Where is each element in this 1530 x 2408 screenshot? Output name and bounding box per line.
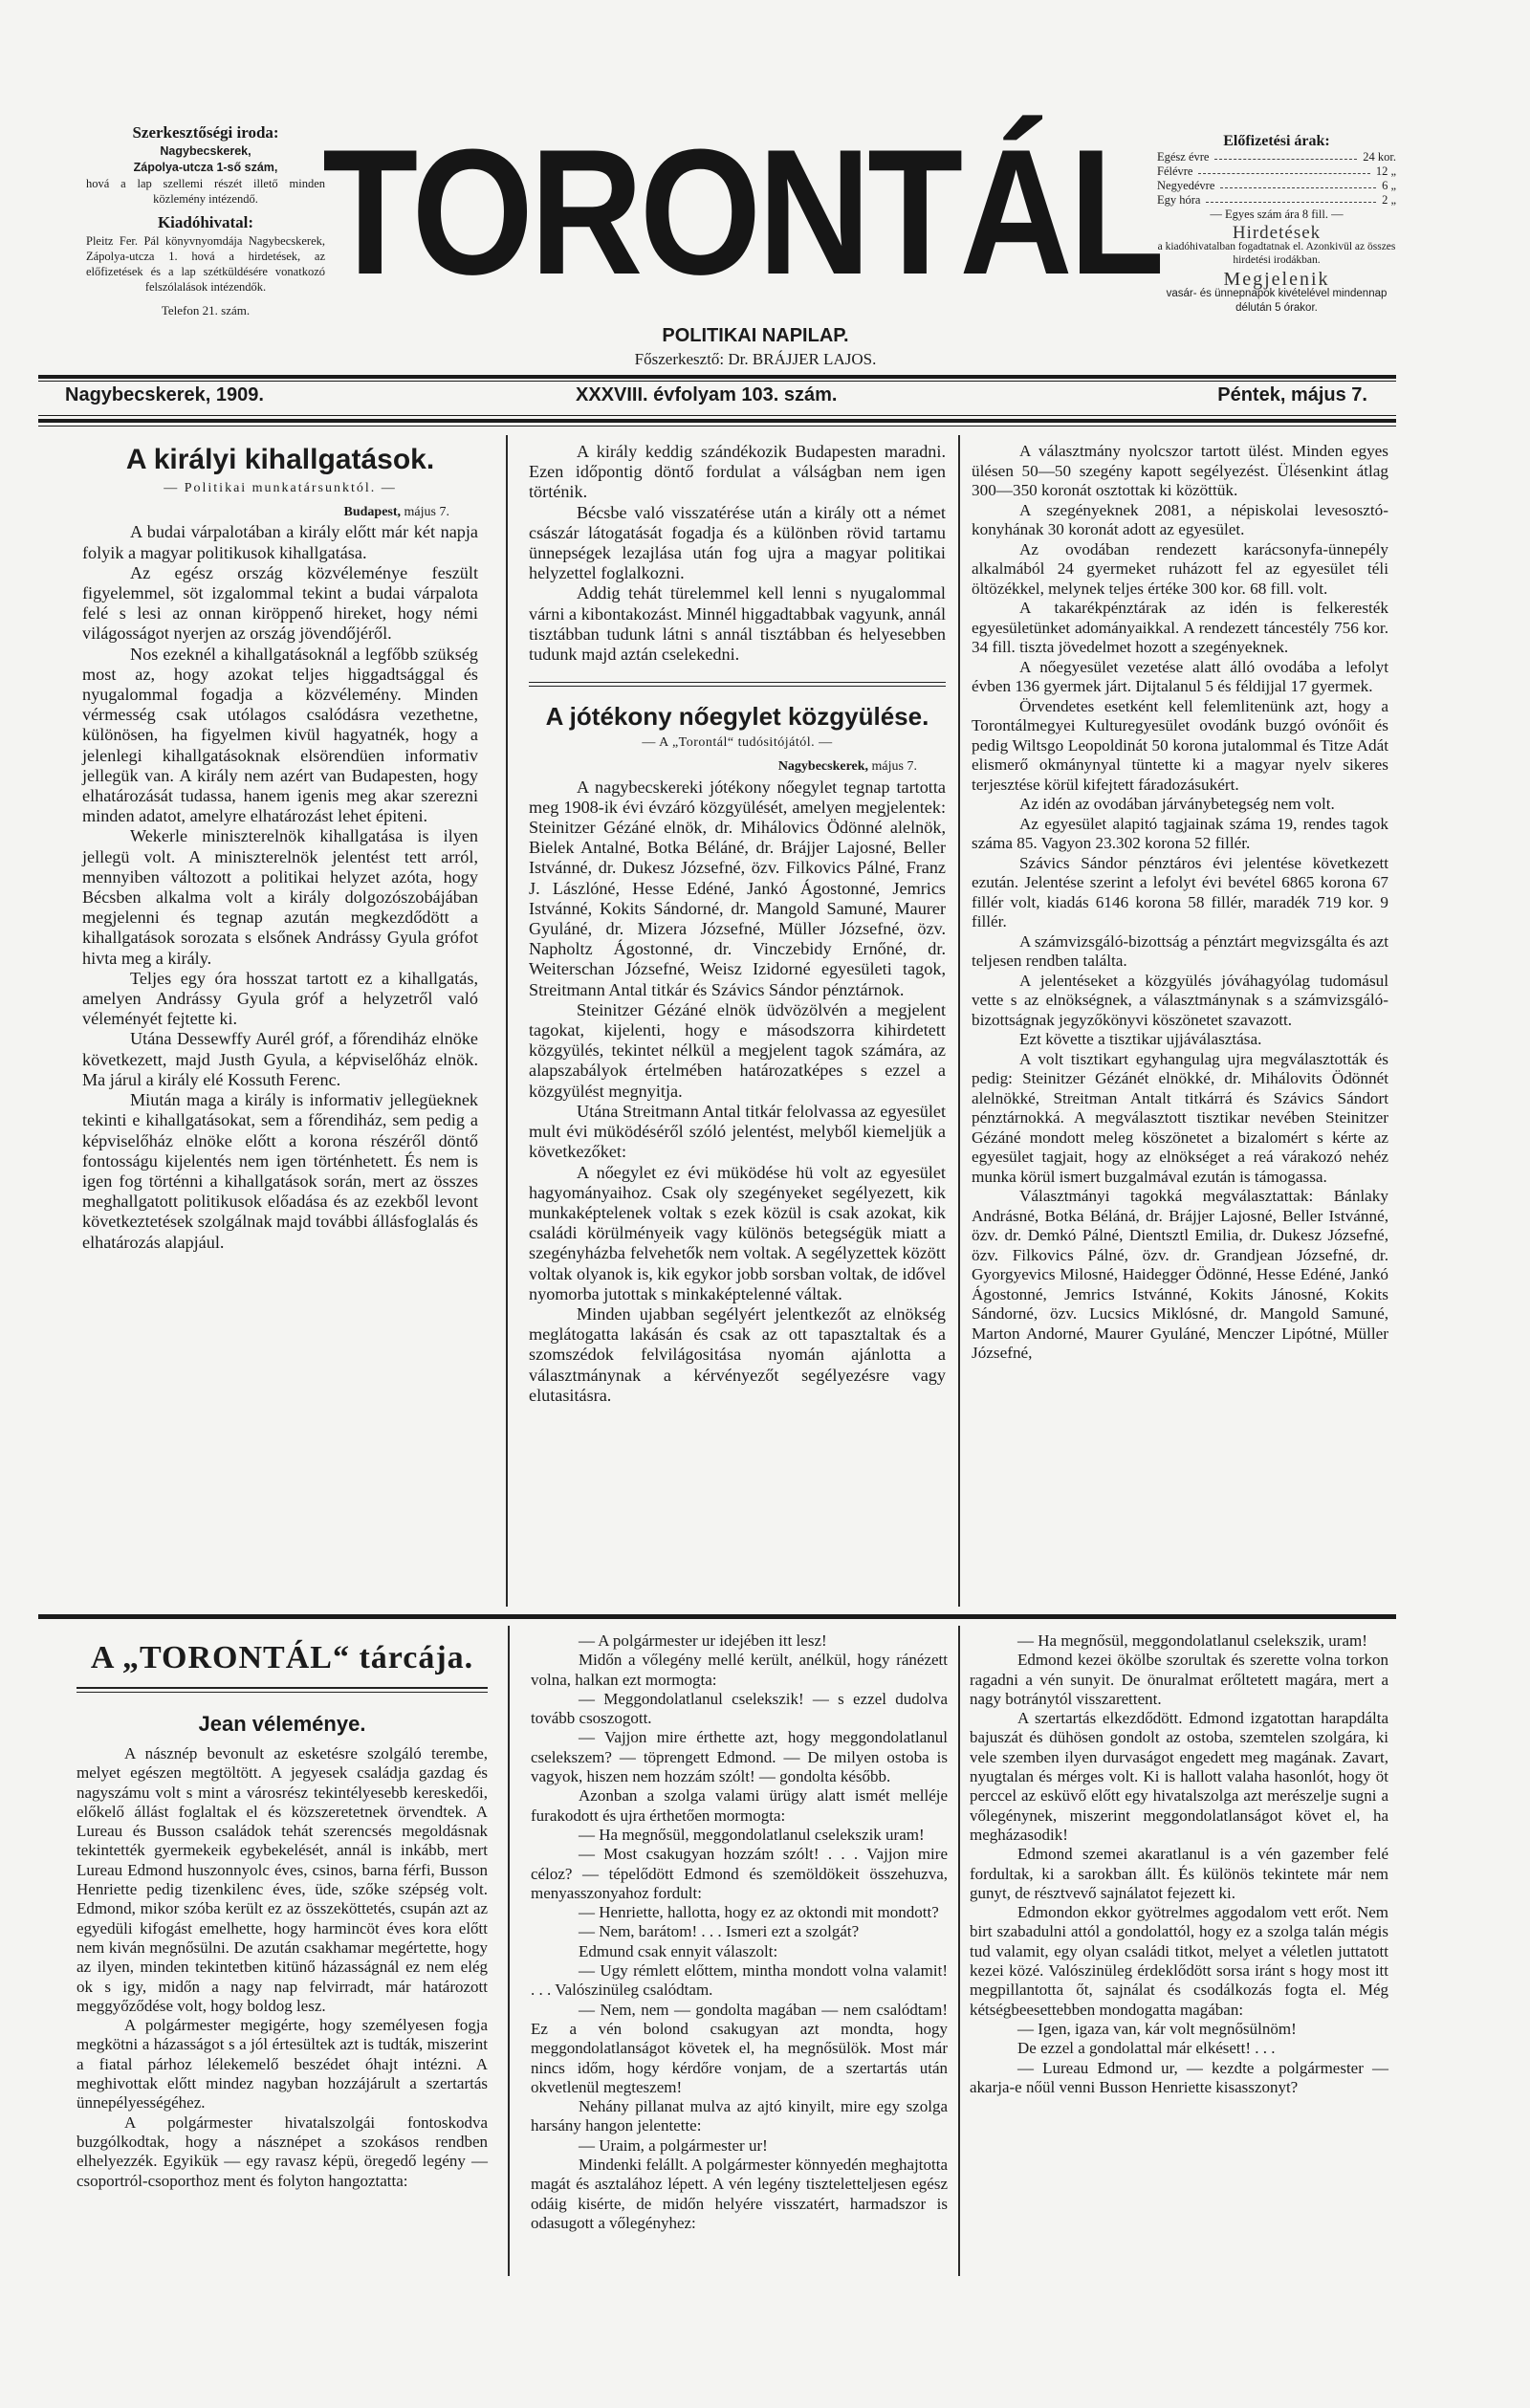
paragraph: — Meggondolatlanul cselekszik! — s ezzel dudolva tovább csoszogott. — [531, 1689, 948, 1728]
article-headline: A királyi kihallgatások. — [125, 444, 435, 475]
paragraph: — Most csakugyan hozzám szólt! . . . Vajjon mire céloz? — tépelődött Edmond és szemöldökeit összehuzva, menyasszonyahoz fordult: — [531, 1845, 948, 1902]
price-value: 12 „ — [1375, 164, 1396, 178]
paragraph: Az egyesület alapitó tagjainak száma 19, rendes tagok száma 85. Vagyon 23.302 korona 52 fillér. — [972, 814, 1388, 852]
paragraph: Az ovodában rendezett karácsonyfa-ünnepély alkalmából 24 gyermeket ruházott fel az egyesület téli öltözékkel, melynek teljes értéke 300 kor. 68 fill. volt. — [972, 539, 1388, 598]
publisher-text: Pleitz Fer. Pál könyvnyomdája Nagybecskerek, Zápolya-utcza 1. hová a hirdetések, az előfizetések és a lap szétküldésére vonatkozó felszólalások intézendők. — [86, 234, 325, 294]
subscription-prices — [1157, 134, 1396, 316]
price-label: Negyedévre — [1157, 179, 1215, 192]
paragraph: Azonban a szolga valami ürügy alatt ismét melléje furakodott és ujra érthetően mormogta: — [531, 1786, 948, 1825]
paragraph: — Henriette, hallotta, hogy ez az oktondi mit mondott? — [579, 1903, 939, 1922]
feuilleton-column-3 — [970, 1631, 1388, 2097]
place-year: Nagybecskerek, 1909. — [65, 384, 264, 405]
newspaper-logo — [321, 112, 1162, 312]
office-heading: Szerkesztőségi iroda: — [132, 123, 279, 142]
paragraph: Teljes egy óra hosszat tartott ez a kihallgatás, amelyen Andrássy Gyula gróf a helyzetről való véleményét fejtette ki. — [82, 968, 478, 1029]
paragraph: A szertartás elkezdődött. Edmond izgatottan harapdálta bajuszát és dühösen gondolt az ostoba, szemtelen szolgára, ki vele szemben ilyen durvaságot engedett meg magának. Zavart, nyugtalan és mérges volt. Ki is hallott valaha hasonlót, hogy öt perccel az esküvő előtt egy hivatalszolga azt merészelje sugni a vőlegénynek, miszerint meggondolatlanságot követ el, ha megházasodik! — [970, 1709, 1388, 1844]
column-divider — [506, 435, 508, 1607]
article-royal-audiences-continued — [529, 442, 946, 1406]
paragraph: Wekerle miniszterelnök kihallgatása is ilyen jellegü volt. A miniszterelnök jelentést tett arról, mennyiben változott a politikai helyzet azóta, hogy Bécsben alkalma volt a király dolgozószobájában megjelenni és tegnap azután megkezdődött a kihallgatások sorozata s elsőnek Andrássy Gyula grófot hivta meg a király. — [82, 826, 478, 968]
editor-in-chief: Főszerkesztő: Dr. BRÁJJER LAJOS. — [634, 350, 877, 368]
article-byline: — Politikai munkatársunktól. — — [164, 481, 397, 495]
paragraph: A választmány nyolcszor tartott ülést. Minden egyes ülésen 50—50 szegény kapott segélyezést. Ülésenkint átlag 300—350 koronát osztottak ki közöttük. — [972, 442, 1388, 499]
paragraph: A szegényeknek 2081, a népiskolai levesosztó-konyhának 30 koronát adott az egyesület. — [972, 500, 1388, 538]
paragraph: A jelentéseket a közgyülés jóváhagyólag tudomásul vette s az elnökségnek, a választmánynak s a számvizsgáló-bizottságnak jegyzőkönyvi köszönetet szavazott. — [972, 971, 1388, 1029]
paragraph: A volt tisztikart egyhangulag ujra megválasztották és pedig: Steinitzer Gézánét elnökké, dr. Mihálovits Ödönnét alelnökké, Streitman Antalt titkárrá és Szávics Sándort pénztárnokká. A megválasztott tisztikar nevében Steinitzer Gézáné mondott meleg köszönetet a bizalomért s kérte az egyesület tagjait, hogy az elnökséget a reá várakozó nehéz munka körül ismert buzgalmával ezután is támogassa. — [972, 1049, 1388, 1186]
paragraph: A király keddig szándékozik Budapesten maradni. Ezen időpontig döntő fordulat a válságban nem igen történik. — [529, 442, 946, 502]
price-row — [1157, 164, 1396, 179]
story-title: Jean véleménye. — [198, 1712, 366, 1736]
paragraph: Utána Dessewffy Aurél gróf, a főrendiház elnöke következett, majd Justh Gyula, a képviselőház elnök. Ma járul a király elé Kossuth Ferenc. — [82, 1029, 478, 1089]
paragraph: A nőegylet ez évi müködése hü volt az egyesület hagyományaihoz. Csak oly szegényeket segélyezett, kik munkaképtelenek voltak s ezek közül is csak azokat, kik családi körülményeik vagy különös betegségük miatt a szegényházba felvehetők nem voltak. A segélyzettek között voltak olyanok is, kik egykor jobb sorsban voltak, de idővel nyomorba jutottak s minkaképtelenné váltak. — [529, 1162, 946, 1303]
paragraph: Edmund csak ennyit válaszolt: — [579, 1941, 778, 1960]
office-phone: Telefon 21. szám. — [161, 303, 251, 317]
paragraph: — Nem, nem — gondolta magában — nem csalódtam! Ez a vén bolond csakugyan azt mondta, hogy meggondolatlanságot követek el, ha megnősülök. Most már nincs időm, hogy kérdőre vonjam, de a szertartás után okvetlenül megteszem! — [531, 2000, 948, 2096]
article-place: Nagybecskerek, — [777, 759, 869, 775]
paragraph: A násznép bevonult az esketésre szolgáló terembe, melyet egészen megtöltött. A jegyesek családja gazdag és nagyszámu volt s mint a városrész tekintélyesebb kereskedői, előkelő állást foglaltak el és közszeretetnek örvendtek. A Lureau és Busson családok tehát szerencsés megoldásnak tekintették gyermekeik egybekelését, annál is inkább, mert Lureau Edmond huszonnyolc éves, csinos, barna férfi, Busson Henriette pedig tizenkilenc éves, üde, szőke szépség volt. Edmond, mikor szóba került ez az összeköttetés, csupán azt az egyedüli kifogást emelhette, hogy harmincöt éves kora előtt nem kiván megnősülni. De azután csakhamar megértette, hogy az ilyen, minden tekintetben kitünő házasságnál ez nem elég ok s igy, midőn a nagy nap felvirradt, már határozott meggyőződése volt, hogy boldog lesz. — [76, 1744, 488, 2015]
paragraph: Nehány pillanat mulva az ajtó kinyilt, mire egy szolga harsány hangon jelentette: — [531, 2097, 948, 2135]
publisher-heading: Kiadóhivatal: — [157, 213, 254, 231]
price-label: Egész évre — [1157, 150, 1210, 164]
price-row — [1157, 193, 1396, 208]
paragraph: A budai várpalotában a király előtt már két napja folyik a magyar politikusok kihallgatása. — [82, 522, 478, 562]
office-street: Zápolya-utcza 1-ső szám, — [133, 161, 278, 174]
price-label: Félévre — [1157, 164, 1193, 178]
newspaper-title: TORONTÁL — [321, 112, 1162, 312]
price-label: Egy hóra — [1157, 193, 1201, 207]
paragraph: A nőegyesület vezetése alatt álló ovodába a lefolyt évben 136 gyermek járt. Dijtalanul 5 és féldijjal 17 gyermek. — [972, 657, 1388, 695]
office-note: hová a lap szellemi részét illető minden közlemény intézendő. — [86, 177, 325, 206]
single-issue-price: — Egyes szám ára 8 fill. — — [1210, 208, 1344, 221]
paragraph: Miután maga a király is informativ jellegüeknek tekinti e kihallgatásokat, sem a főrendiház, sem pedig a képviselőház elnöke előtt a korona részéről döntő fontosságu kijelentés nem igen történhetett. És nem is igen fog történni a kihallgatások során, mert az összes meghallgatott politikusok előadása és az ezekből levont következtetések szolgálnak majd további állásfoglalás és elhatározás alapjául. — [82, 1090, 478, 1252]
appears-heading: Megjelenik — [1223, 269, 1330, 290]
paragraph: — Uraim, a polgármester ur! — [579, 2135, 768, 2155]
column-divider — [508, 1626, 510, 2276]
article-charity-continued — [972, 442, 1388, 1364]
divider — [38, 419, 1396, 423]
paragraph: — Igen, igaza van, kár volt megnősülnöm! — [1017, 2019, 1297, 2038]
feuilleton-section-title: A „TORONTÁL“ tárcája. — [90, 1640, 474, 1675]
paragraph: — Ha megnősül, meggondolatlanul cselekszik, uram! — [1017, 1631, 1367, 1650]
paragraph: — A polgármester ur idejében itt lesz! — [579, 1631, 827, 1650]
paragraph: Az idén az ovodában járványbetegség nem volt. — [1019, 795, 1335, 813]
dateline — [38, 384, 1396, 411]
feuilleton-divider — [38, 1614, 1396, 1619]
article-royal-audiences — [82, 442, 478, 1253]
ads-text: a kiadóhivatalban fogadtatnak el. Azonkivül az összes hirdetési irodákban. — [1157, 241, 1396, 266]
paragraph: — Lureau Edmond ur, — kezdte a polgármester — akarja-e nőül venni Busson Henriette kisasszonyt? — [970, 2058, 1388, 2096]
paragraph: Edmond kezei ökölbe szorultak és szerette volna torkon ragadni a vén sunyit. De önuralmat erőltetett magára, mert a nagy botránytól visszarettent. — [970, 1651, 1388, 1708]
prices-heading: Előfizetési árak: — [1223, 133, 1330, 149]
divider — [76, 1687, 488, 1693]
paragraph: Addig tehát türelemmel kell lenni s nyugalommal várni a kibontakozást. Minnél higgadtabbak vagyunk, annál tisztábban tudunk látni s annál tisztábban és helyesebben tudunk majd aztán cselekedni. — [529, 583, 946, 665]
paragraph: Utána Streitmann Antal titkár felolvassa az egyesület mult évi müködéséről szóló jelentést, melyből kiemeljük a következőket: — [529, 1101, 946, 1162]
paragraph: Midőn a vőlegény mellé került, anélkül, hogy ránézett volna, halkan ezt mormogta: — [531, 1651, 948, 1689]
volume-number: XXXVIII. évfolyam 103. szám. — [576, 384, 838, 405]
office-city: Nagybecskerek, — [160, 144, 251, 158]
paragraph: A számvizsgáló-bizottság a pénztárt megvizsgálta és azt teljesen rendben találta. — [972, 931, 1388, 970]
feuilleton-column-2 — [531, 1631, 948, 2233]
article-headline: A jótékony nőegylet közgyülése. — [545, 702, 929, 732]
paragraph: A takarékpénztárak az idén is felkeresték egyesületünket adományaikkal. A rendezett táncestély 756 kor. 34 fill. tiszta jövedelmet hozott a szegényeknek. — [972, 599, 1388, 656]
article-date: május 7. — [868, 759, 917, 775]
paragraph: — Ugy rémlett előttem, mintha mondott volna valamit! . . . Valószinüleg csalódtam. — [531, 1961, 948, 2000]
paragraph: Steinitzer Gézáné elnök üdvözölvén a megjelent tagokat, kijelenti, hogy e másodszorra kihirdetett közgyülés, tekintet nélkül a megjelent tagok számára, az alapszabályok értelmében határozatképes s ezzel a közgyülést megnyitja. — [529, 999, 946, 1101]
paragraph: Választmányi tagokká megválasztattak: Bánlaky Andrásné, Botka Béláná, dr. Brájjer Lajosné, Beller Istvánné, özv. dr. Demkó Pálné, Dientsztl Emilia, dr. Dukesz Józsefné, özv. Filkovics Pálné, özv. dr. Grandjean Józsefné, dr. Gyorgyevics Milosné, Haidegger Ödönné, Hesse Edéné, Jankó Ágostonné, Jemrics Istvánné, Kokits Jánosné, Kokits Sándorné, özv. Lucsics Miklósné, dr. Mangold Samuné, Marton Andorné, Maurer Gyuláné, Menczer Lipótné, Müller Józsefné, — [972, 1187, 1388, 1362]
paragraph: Mindenki felállt. A polgármester könnyedén meghajtotta magát és asztalához lépett. A vén legény tiszteletteljesen egész odáig kisérte, de midőn helyére visszatért, harmadszor is odasugott a vőlegényhez: — [531, 2156, 948, 2232]
paragraph: Edmondon ekkor gyötrelmes aggodalom vett erőt. Nem birt szabadulni attól a gondolattól, hogy ez a szolga talán mégis tud valamit, egy olyan családi titkot, melyet a véletlen juttatott kezei közé. Valószinüleg érdeklődött sorsa iránt s hogy most itt megpillantotta őt, sajnálat és csodálkozás fogta el. Még kétségbeesettebben mondogatta magában: — [970, 1903, 1388, 2019]
article-date: május 7. — [401, 505, 449, 520]
issue-date: Péntek, május 7. — [1217, 384, 1367, 405]
paragraph: — Vajjon mire érthette azt, hogy meggondolatlanul cselekszem? — töprengett Edmond. — De milyen ostoba is vagyok, hiszen nem hozzám szólt! — gondolta később. — [531, 1728, 948, 1786]
editorial-office-info — [86, 122, 325, 318]
divider — [529, 682, 946, 687]
paragraph: Bécsbe való visszatérése után a király ott a német császár látogatását fogadja és a különben rövid tartamu ünnepségek lezajlása után fog ujra a magyar politikai helyzettel foglalkozni. — [529, 502, 946, 583]
paragraph: — Nem, barátom! . . . Ismeri ezt a szolgát? — [579, 1922, 860, 1941]
divider — [38, 415, 1396, 416]
paragraph: Örvendetes esetként kell felemlitenünk azt, hogy a Torontálmegyei Kulturegyesület ovodánk buzgó ovónőit és pedig Wiltsgo Leopoldinát 50 korona jutalommal és Titze Adát elismerő okmánynyal tüntette ki a magyar nyelv sikeres terjesztése körül kifejtett fáradozásukért. — [972, 696, 1388, 794]
price-value: 6 „ — [1382, 179, 1396, 192]
paragraph: — Ha megnősül, meggondolatlanul cselekszik uram! — [579, 1825, 925, 1844]
article-byline: — A „Torontál“ tudósitójától. — — [642, 735, 833, 751]
column-divider — [958, 435, 960, 1607]
divider — [38, 426, 1396, 427]
price-value: 2 „ — [1382, 193, 1396, 207]
paragraph: Ezt követte a tisztikar ujjáválasztása. — [1019, 1030, 1262, 1048]
paragraph: Edmond szemei akaratlanul is a vén gazember felé fordultak, ki a sarokban állt. És különös tekintete már nem gunyt, de résztvevő sajnálatot fejezett ki. — [970, 1845, 1388, 1902]
feuilleton-column-1 — [76, 1637, 488, 2191]
price-row — [1157, 150, 1396, 164]
paragraph: A polgármester hivatalszolgái fontoskodva buzgólkodtak, hogy a násznépet a szokásos rendben elhelyezzék. Egyikük — egy ravasz képü, öregedő legény — csoportról-csoporthoz ment és folyton hangoztatta: — [76, 2112, 488, 2190]
article-place: Budapest, — [343, 505, 402, 520]
paragraph: Minden ujabban segélyért jelentkezőt az elnökség meglátogatta lakásán és csak az ott tapasztaltak és a szomszédok felvilágositása nyomán ajánlotta a választmánynak a kérvényezőt segélyezésre vagy elutasitásra. — [529, 1303, 946, 1405]
paragraph: Az egész ország közvéleménye feszült figyelemmel, söt izgalommal tekint a budai várpalota felé s lesi az onnan kiröppenő hireket, hogy némi világosságot nyerjen az ország jövendőjéről. — [82, 562, 478, 644]
divider — [38, 375, 1396, 379]
newspaper-subtitle: POLITIKAI NAPILAP. — [662, 325, 849, 346]
paragraph: A nagybecskereki jótékony nőegylet tegnap tartotta meg 1908-ik évi évzáró közgyülését, amelyen megjelentek: Steinitzer Gézáné elnök, dr. Mihálovics Ödönné alelnök, Bielek Antalné, Botka Béláné, dr. Brájjer Lajosné, Beller Istvánné, dr. Dukesz Józsefné, özv. Filkovics Pálné, Franz J. Lászlóné, Hesse Edéné, Jankó Ágostonné, Jemrics Istvánné, Kokits Sándorné, dr. Mangold Samuné, Maurer Gyuláné, dr. Mizera Józsefné, Müller Józsefné, özv. Napholtz Ágostonné, dr. Vinczebidy Ernőné, dr. Weiterschan Józsefné, Weisz Izidorné egyesületi tagok, Streitmann Antal titkár és Szávics Sándor pénztárnok. — [529, 777, 946, 999]
paragraph: Szávics Sándor pénztáros évi jelentése következett ezután. Jelentése szerint a lefolyt évi bevétel 6865 korona 67 fillér volt, kiadás 6146 korona 58 fillér, maradék 719 kor. 9 fillér. — [972, 853, 1388, 930]
price-row — [1157, 179, 1396, 193]
price-value: 24 kor. — [1363, 150, 1396, 164]
paragraph: A polgármester megigérte, hogy személyesen fogja megkötni a házasságot s a jól értesültek azt is tudták, miszerint a fiatal párhoz lélekemelő beszédet óhajt intézni. A meghivottak előtt mindez nagyban hozzájárult a szertartás ünnepélyességéhez. — [76, 2016, 488, 2112]
column-divider — [958, 1626, 960, 2276]
paragraph: Nos ezeknél a kihallgatásoknál a legfőbb szükség most az, hogy azokat teljes higgadtsággal és nyugalommal fogadja a közvélemény. Minden vérmesség csak utólagos csalódásra vezethetne, különösen, ha figyelmen kivül hagyatnék, hogy a jelenlegi kihallgatásoknak elsörendüen informativ jellegük van. A király nem azért van Budapesten, hogy elhatározását tudassa, hanem igenis meg akar szerezni minden adatot, amelyre elhatározást lehet épiteni. — [82, 644, 478, 826]
divider — [38, 381, 1396, 382]
appears-text: vasár- és ünnepnapok kivételével mindennap délután 5 órakor. — [1166, 288, 1388, 314]
ads-heading: Hirdetések — [1232, 223, 1322, 243]
paragraph: De ezzel a gondolattal már elkésett! . . . — [1017, 2039, 1276, 2058]
